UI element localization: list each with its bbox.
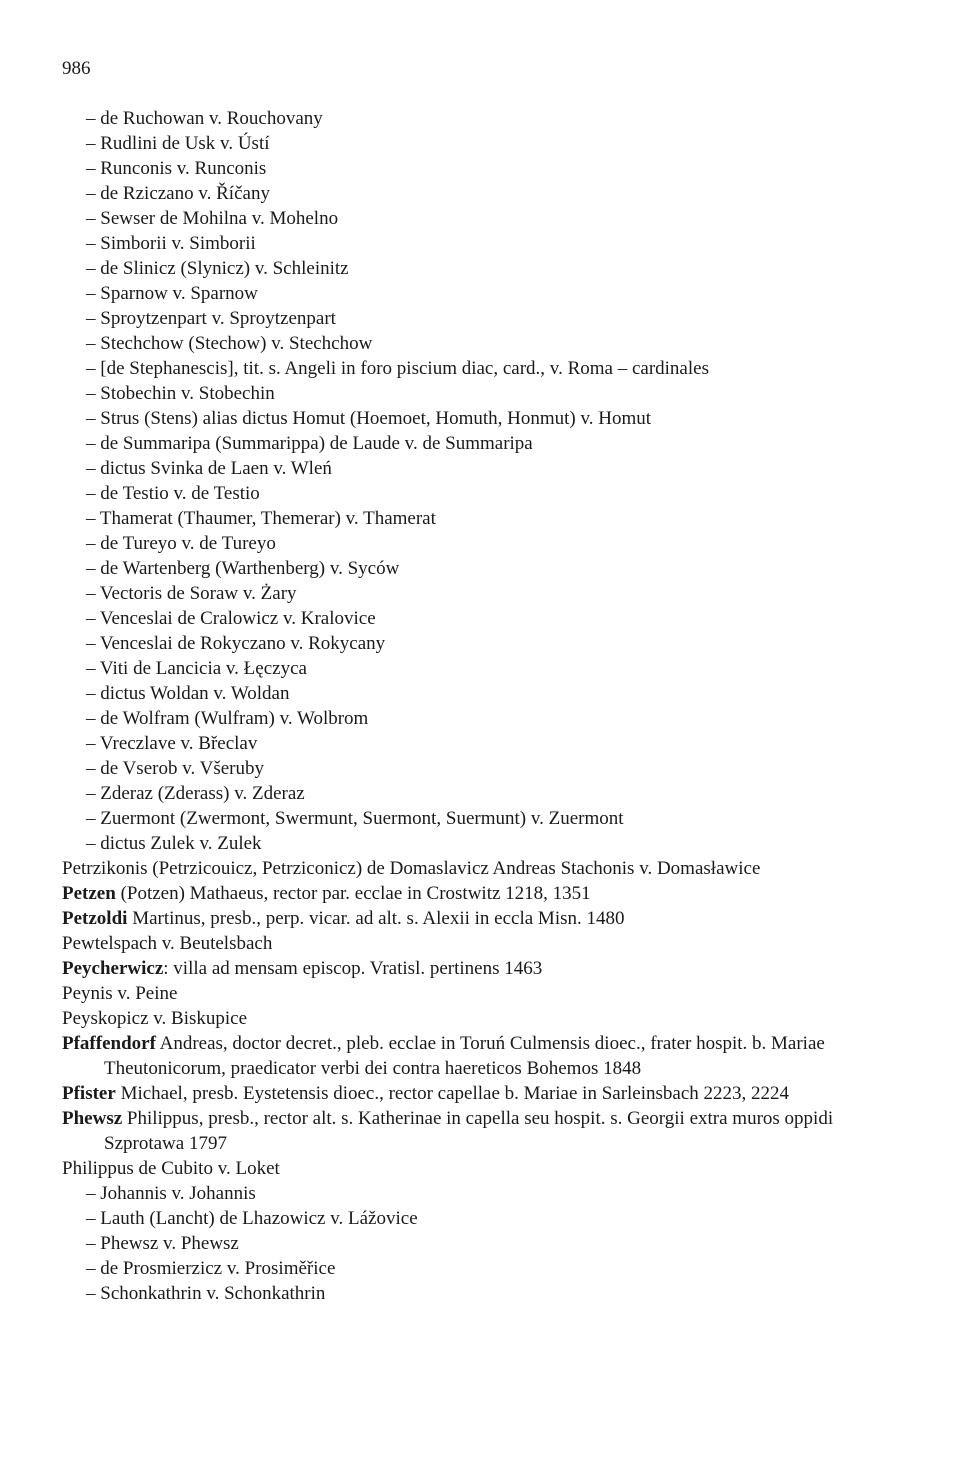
subentry: – Vreczlave v. Břeclav xyxy=(86,733,258,754)
entry-text: Peynis v. Peine xyxy=(62,983,178,1004)
subentry: – de Testio v. de Testio xyxy=(86,483,260,504)
subentry: – Zuermont (Zwermont, Swermunt, Suermont, Suermunt) v. Zuermont xyxy=(86,808,624,829)
subentry: – de Prosmierzicz v. Prosiměřice xyxy=(86,1258,336,1279)
subentry: – Venceslai de Cralowicz v. Kralovice xyxy=(86,608,376,629)
index-entry xyxy=(62,906,900,931)
subentry: – de Rziczano v. Říčany xyxy=(86,183,270,204)
subentry: – Zderaz (Zderass) v. Zderaz xyxy=(86,783,305,804)
index-list xyxy=(62,106,900,1306)
subentry: – Johannis v. Johannis xyxy=(86,1183,256,1204)
entry-text: : villa ad mensam episcop. Vratisl. pertinens 1463 xyxy=(163,958,543,979)
subentry: – Stobechin v. Stobechin xyxy=(86,383,275,404)
index-entry xyxy=(62,956,900,981)
subentry: – Phewsz v. Phewsz xyxy=(86,1233,239,1254)
subentry: – de Vserob v. Všeruby xyxy=(86,758,265,779)
subentry-group-b xyxy=(62,1181,900,1306)
entry-text: Philippus de Cubito v. Loket xyxy=(62,1158,280,1179)
subentry: – de Ruchowan v. Rouchovany xyxy=(86,108,323,129)
entry-headword: Pfaffendorf xyxy=(62,1033,156,1054)
subentry: – dictus Zulek v. Zulek xyxy=(86,833,262,854)
entry-text: Martinus, presb., perp. vicar. ad alt. s. Alexii in eccla Misn. 1480 xyxy=(127,908,625,929)
subentry: – Simborii v. Simborii xyxy=(86,233,256,254)
entry-headword: Petzoldi xyxy=(62,908,128,929)
subentry: – Strus (Stens) alias dictus Homut (Hoemoet, Homuth, Honmut) v. Homut xyxy=(86,408,652,429)
subentry: – Lauth (Lancht) de Lhazowicz v. Lážovice xyxy=(86,1208,418,1229)
subentry: – de Slinicz (Slynicz) v. Schleinitz xyxy=(86,258,349,279)
index-entry xyxy=(62,981,900,1006)
index-entry xyxy=(62,1081,900,1106)
subentry: – dictus Svinka de Laen v. Wleń xyxy=(86,458,332,479)
entry-headword: Petzen xyxy=(62,883,116,904)
entry-text: Petrzikonis (Petrzicouicz, Petrziconicz) de Domaslavicz Andreas Stachonis v. Domasławice xyxy=(62,858,761,879)
subentry: – Venceslai de Rokyczano v. Rokycany xyxy=(86,633,386,654)
entry-text: Pewtelspach v. Beutelsbach xyxy=(62,933,273,954)
subentry: – de Wolfram (Wulfram) v. Wolbrom xyxy=(86,708,369,729)
subentry: – de Tureyo v. de Tureyo xyxy=(86,533,276,554)
entry-text: (Potzen) Mathaeus, rector par. ecclae in Crostwitz 1218, 1351 xyxy=(115,883,591,904)
main-entries xyxy=(62,856,900,1181)
index-entry xyxy=(62,1031,900,1081)
index-entry xyxy=(62,881,900,906)
subentry: – Thamerat (Thaumer, Themerar) v. Thamerat xyxy=(86,508,436,529)
subentry: – Viti de Lancicia v. Łęczyca xyxy=(86,658,307,679)
subentry: – Runconis v. Runconis xyxy=(86,158,267,179)
entry-headword: Pfister xyxy=(62,1083,116,1104)
entry-text: Peyskopicz v. Biskupice xyxy=(62,1008,248,1029)
entry-text: Michael, presb. Eystetensis dioec., rector capellae b. Mariae in Sarleinsbach 2223, 2224 xyxy=(115,1083,790,1104)
entry-headword: Phewsz xyxy=(62,1108,123,1129)
subentry-group-a xyxy=(62,106,900,856)
index-entry xyxy=(62,1006,900,1031)
subentry: – Sproytzenpart v. Sproytzenpart xyxy=(86,308,336,329)
subentry: – [de Stephanescis], tit. s. Angeli in foro piscium diac, card., v. Roma – cardinales xyxy=(86,358,709,379)
subentry: – dictus Woldan v. Woldan xyxy=(86,683,290,704)
subentry: – de Wartenberg (Warthenberg) v. Syców xyxy=(86,558,400,579)
entry-headword: Peycherwicz xyxy=(62,958,164,979)
subentry: – Vectoris de Soraw v. Żary xyxy=(86,583,297,604)
index-entry xyxy=(62,1106,900,1156)
subentry: – Stechchow (Stechow) v. Stechchow xyxy=(86,333,373,354)
subentry: – Rudlini de Usk v. Ústí xyxy=(86,133,270,154)
subentry: – Sewser de Mohilna v. Mohelno xyxy=(86,208,339,229)
entry-text: Philippus, presb., rector alt. s. Katherinae in capella seu hospit. s. Georgii extra muros oppidi Szprotawa 1797 xyxy=(104,1108,834,1154)
index-entry xyxy=(62,856,900,881)
subentry: – Schonkathrin v. Schonkathrin xyxy=(86,1283,326,1304)
subentry: – de Summaripa (Summarippa) de Laude v. de Summaripa xyxy=(86,433,533,454)
index-entry xyxy=(62,1156,900,1181)
subentry: – Sparnow v. Sparnow xyxy=(86,283,258,304)
index-entry xyxy=(62,931,900,956)
entry-text: Andreas, doctor decret., pleb. ecclae in Toruń Culmensis dioec., frater hospit. b. Mariae Theutonicorum, praedicator verbi dei contra haereticos Bohemos 1848 xyxy=(104,1033,825,1079)
page-number: 986 xyxy=(62,58,91,79)
